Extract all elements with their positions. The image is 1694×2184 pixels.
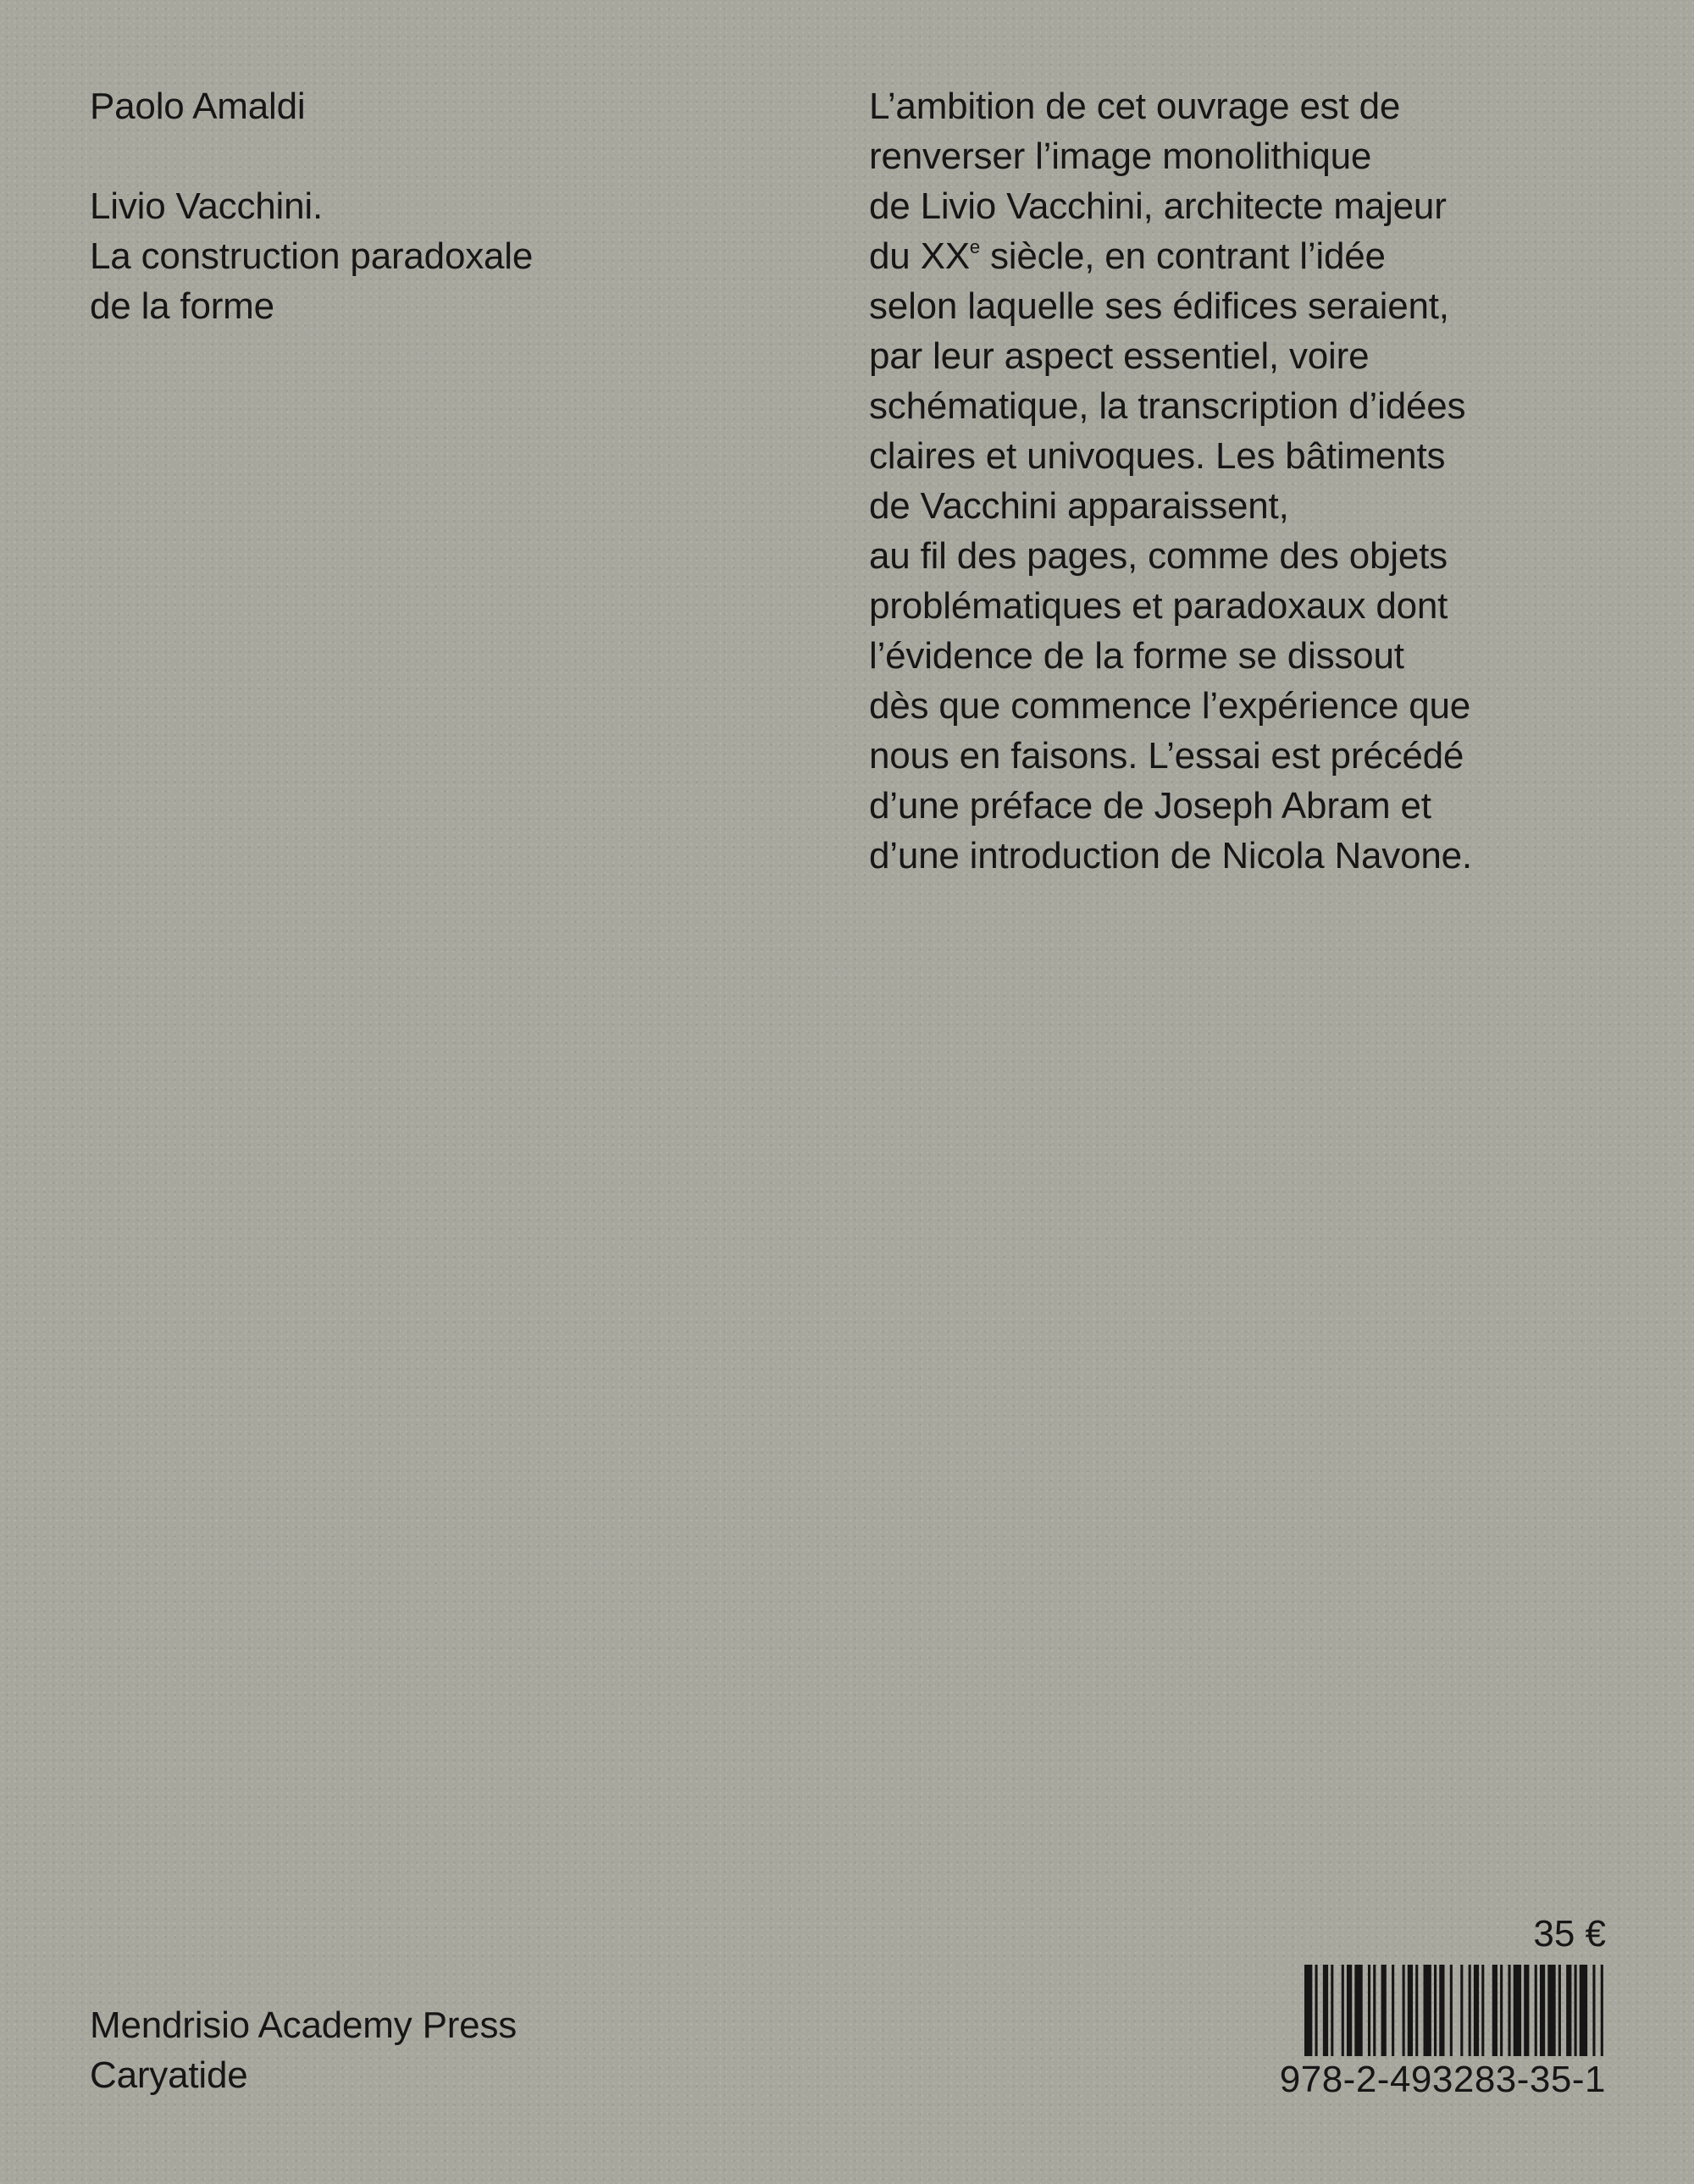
description-line: problématiques et paradoxaux dont: [869, 585, 1448, 627]
publisher: [90, 2000, 517, 2100]
description-line: au fil des pages, comme des objets: [869, 535, 1448, 577]
description-line: du XXe siècle, en contrant l’idée: [869, 235, 1386, 277]
description-line: par leur aspect essentiel, voire: [869, 335, 1370, 377]
title-line: de la forme: [90, 285, 274, 327]
title-line: Livio Vacchini.: [90, 185, 323, 227]
description-line: renverser l’image monolithique: [869, 135, 1372, 177]
description-line: dès que commence l’expérience que: [869, 685, 1471, 727]
description-line: de Livio Vacchini, architecte majeur: [869, 185, 1447, 227]
description-line: l’évidence de la forme se dissout: [869, 635, 1404, 677]
description-line: nous en faisons. L’essai est précédé: [869, 735, 1464, 777]
publisher-line: Mendrisio Academy Press: [90, 2004, 518, 2046]
title-line: La construction paradoxale: [90, 235, 534, 277]
description-line: d’une préface de Joseph Abram et: [869, 785, 1431, 827]
price: 35 €: [1533, 1913, 1606, 1955]
description-line: de Vacchini apparaissent,: [869, 485, 1289, 527]
book-description: [869, 81, 1472, 881]
description-line: d’une introduction de Nicola Navone.: [869, 835, 1472, 876]
publisher-line: Caryatide: [90, 2054, 248, 2096]
description-line: L’ambition de cet ouvrage est de: [869, 86, 1401, 127]
description-line: selon laquelle ses édifices seraient,: [869, 285, 1449, 327]
isbn-number: 978-2-493283-35-1: [1279, 2059, 1606, 2100]
author-name: Paolo Amaldi: [90, 86, 306, 127]
description-line: schématique, la transcription d’idées: [869, 385, 1466, 427]
century-superscript: e: [969, 236, 980, 257]
description-line: claires et univoques. Les bâtiments: [869, 435, 1446, 477]
book-title: [90, 181, 533, 331]
barcode-icon: [1304, 1965, 1606, 2056]
